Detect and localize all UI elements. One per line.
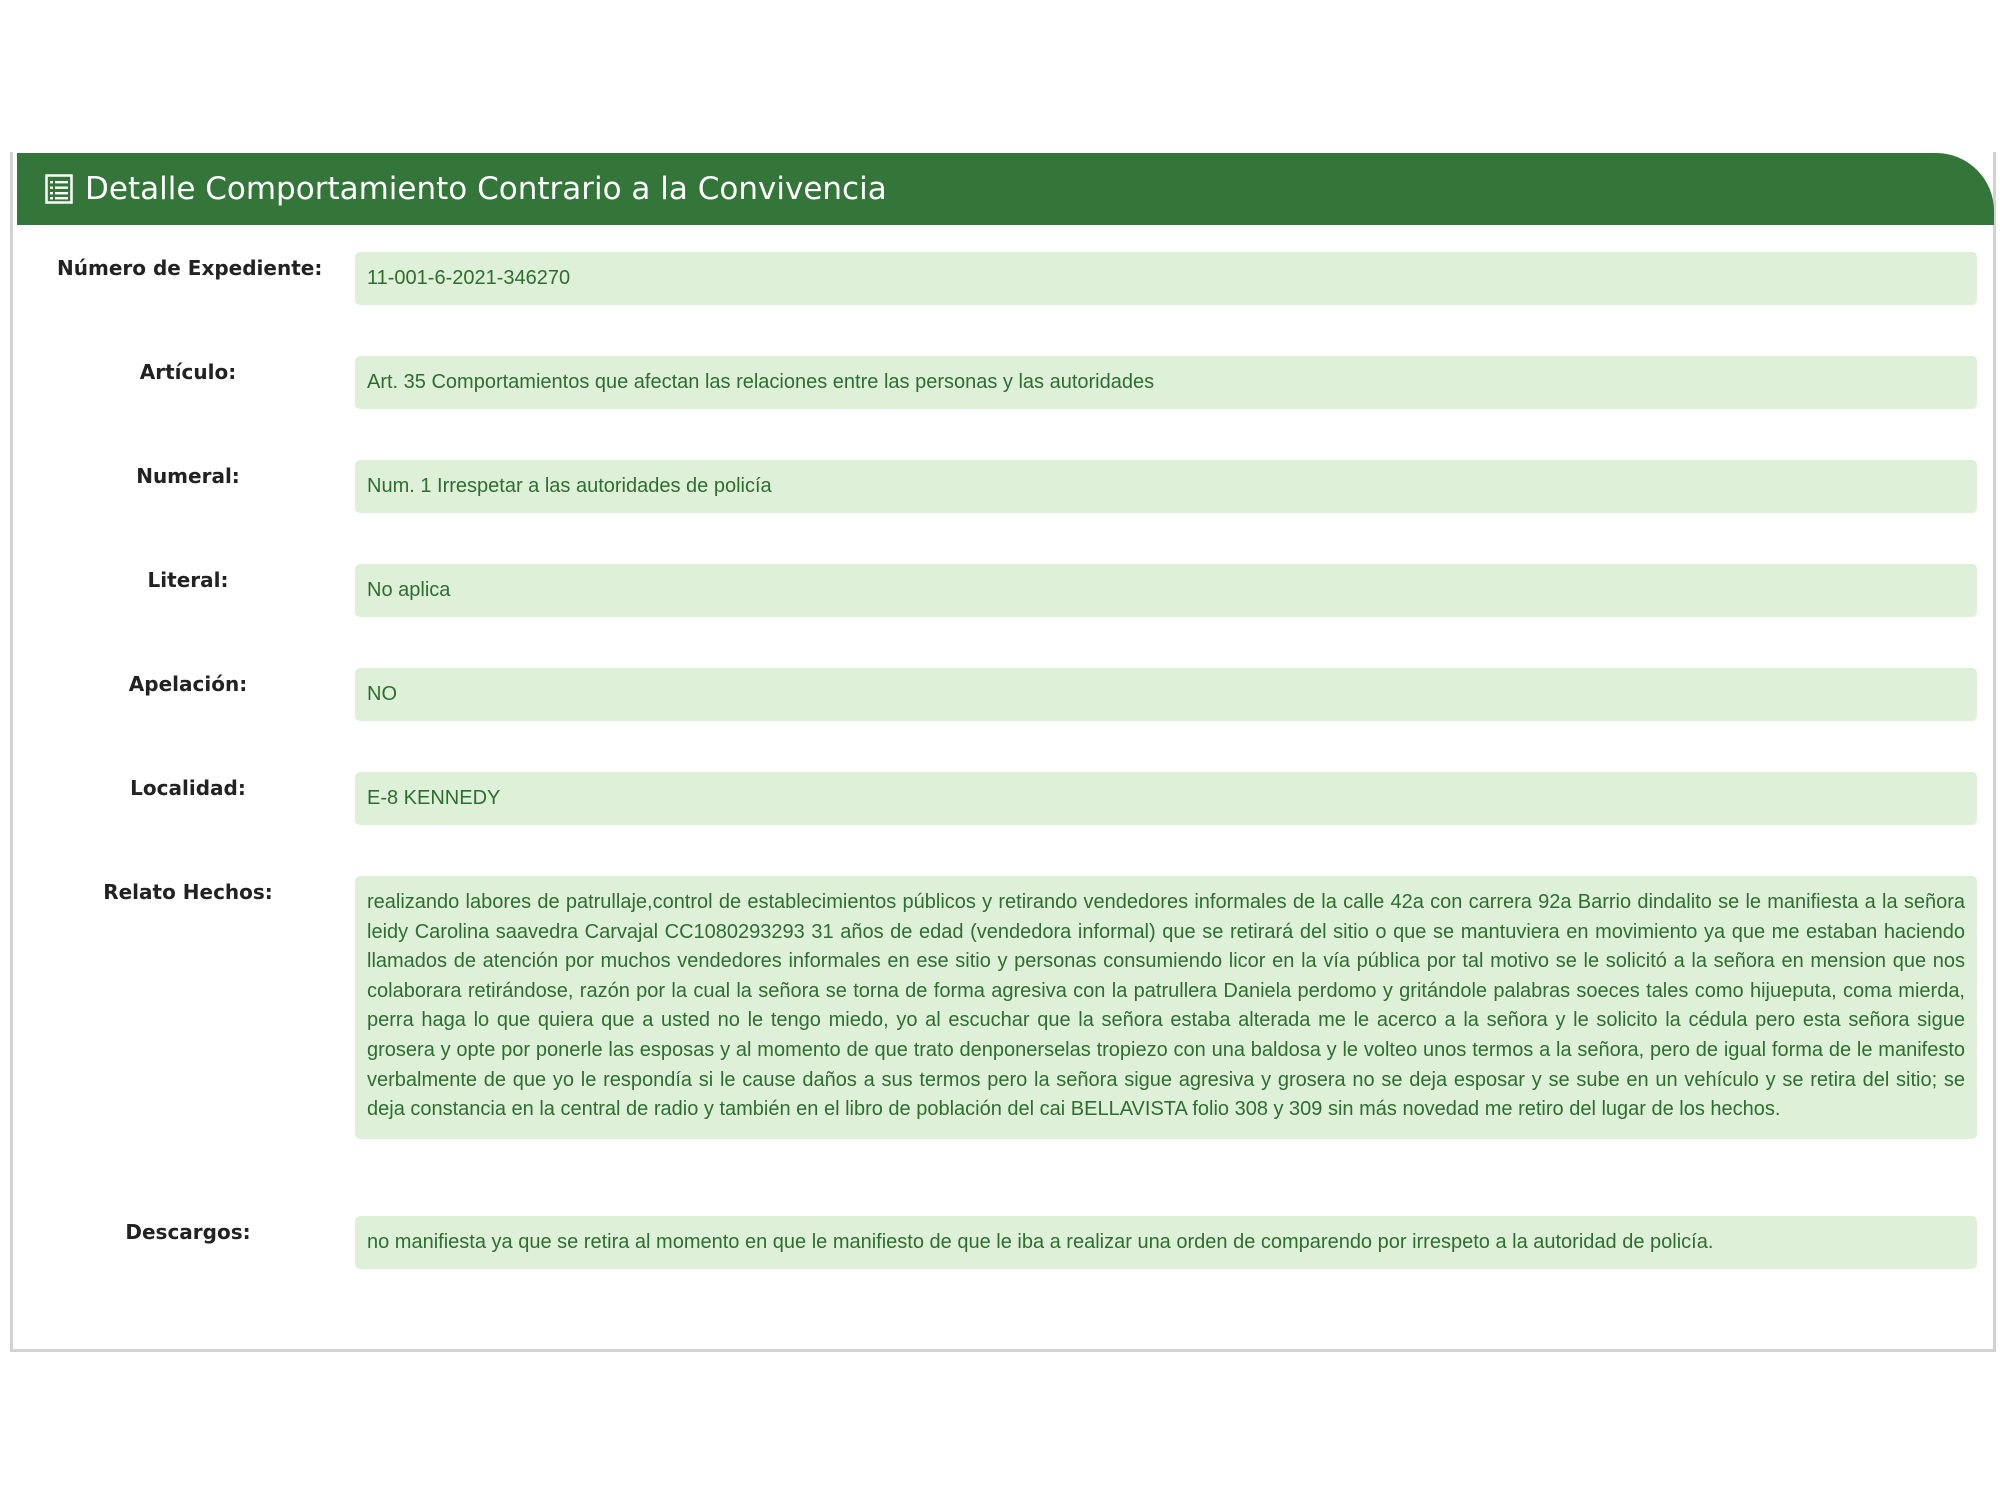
- expediente-value: 11-001-6-2021-346270: [355, 252, 1977, 305]
- numeral-value: Num. 1 Irrespetar a las autoridades de policía: [355, 460, 1977, 513]
- panel-title: Detalle Comportamiento Contrario a la Convivencia: [85, 171, 887, 207]
- articulo-label: Artículo:: [139, 360, 237, 384]
- descargos-value: no manifiesta ya que se retira al momento en que le manifiesto de que le iba a realizar una orden de comparendo por irrespeto a la autoridad de policía.: [355, 1216, 1977, 1269]
- relato-hechos-label: Relato Hechos:: [103, 880, 273, 904]
- localidad-label: Localidad:: [130, 776, 246, 800]
- detail-panel: [10, 152, 1996, 1352]
- articulo-value: Art. 35 Comportamientos que afectan las relaciones entre las personas y las autoridades: [355, 356, 1977, 409]
- apelacion-value: NO: [355, 668, 1977, 721]
- list-document-icon: [45, 173, 73, 205]
- literal-label: Literal:: [147, 568, 229, 592]
- numeral-label: Numeral:: [136, 464, 240, 488]
- literal-value: No aplica: [355, 564, 1977, 617]
- relato-hechos-value: realizando labores de patrullaje,control de establecimientos públicos y retirando vendedores informales de la calle 42a con carrera 92a Barrio dindalito se le manifiesta a la señora leidy Carolina saavedra Carvajal CC1080293293 31 años de edad (vendedora informal) que se retirará del sitio o que se mantuviera en movimiento ya que me estaban haciendo llamados de atención por muchos vendedores informales en ese sitio y personas consumiendo licor en la vía pública por tal motivo se le solicitó a la señora en mension que nos colaborara retirándose, razón por la cual la señora se torna de forma agresiva con la patrullera Daniela perdomo y gritándole palabras soeces tales como hijueputa, coma mierda, perra haga lo que quiera que a usted no le tengo miedo, yo al escuchar que la señora estaba alterada me le acerco a la señora y le solicito la cédula pero esta señora sigue grosera y opte por ponerle las esposas y al momento de que trato denponerselas tropiezo con una baldosa y le volteo unos termos a la señora, pero de igual forma de le manifesto verbalmente de que yo le respondía si le cause daños a sus termos pero la señora sigue agresiva y grosera no se deja esposar y se sube en un vehículo y se retira del sitio; se deja constancia en la central de radio y también en el libro de población del cai BELLAVISTA folio 308 y 309 sin más novedad me retiro del lugar de los hechos.: [355, 876, 1977, 1139]
- descargos-label: Descargos:: [125, 1220, 251, 1244]
- expediente-label: Número de Expediente:: [57, 256, 323, 280]
- apelacion-label: Apelación:: [128, 672, 248, 696]
- panel-header: [17, 153, 1994, 225]
- localidad-value: E-8 KENNEDY: [355, 772, 1977, 825]
